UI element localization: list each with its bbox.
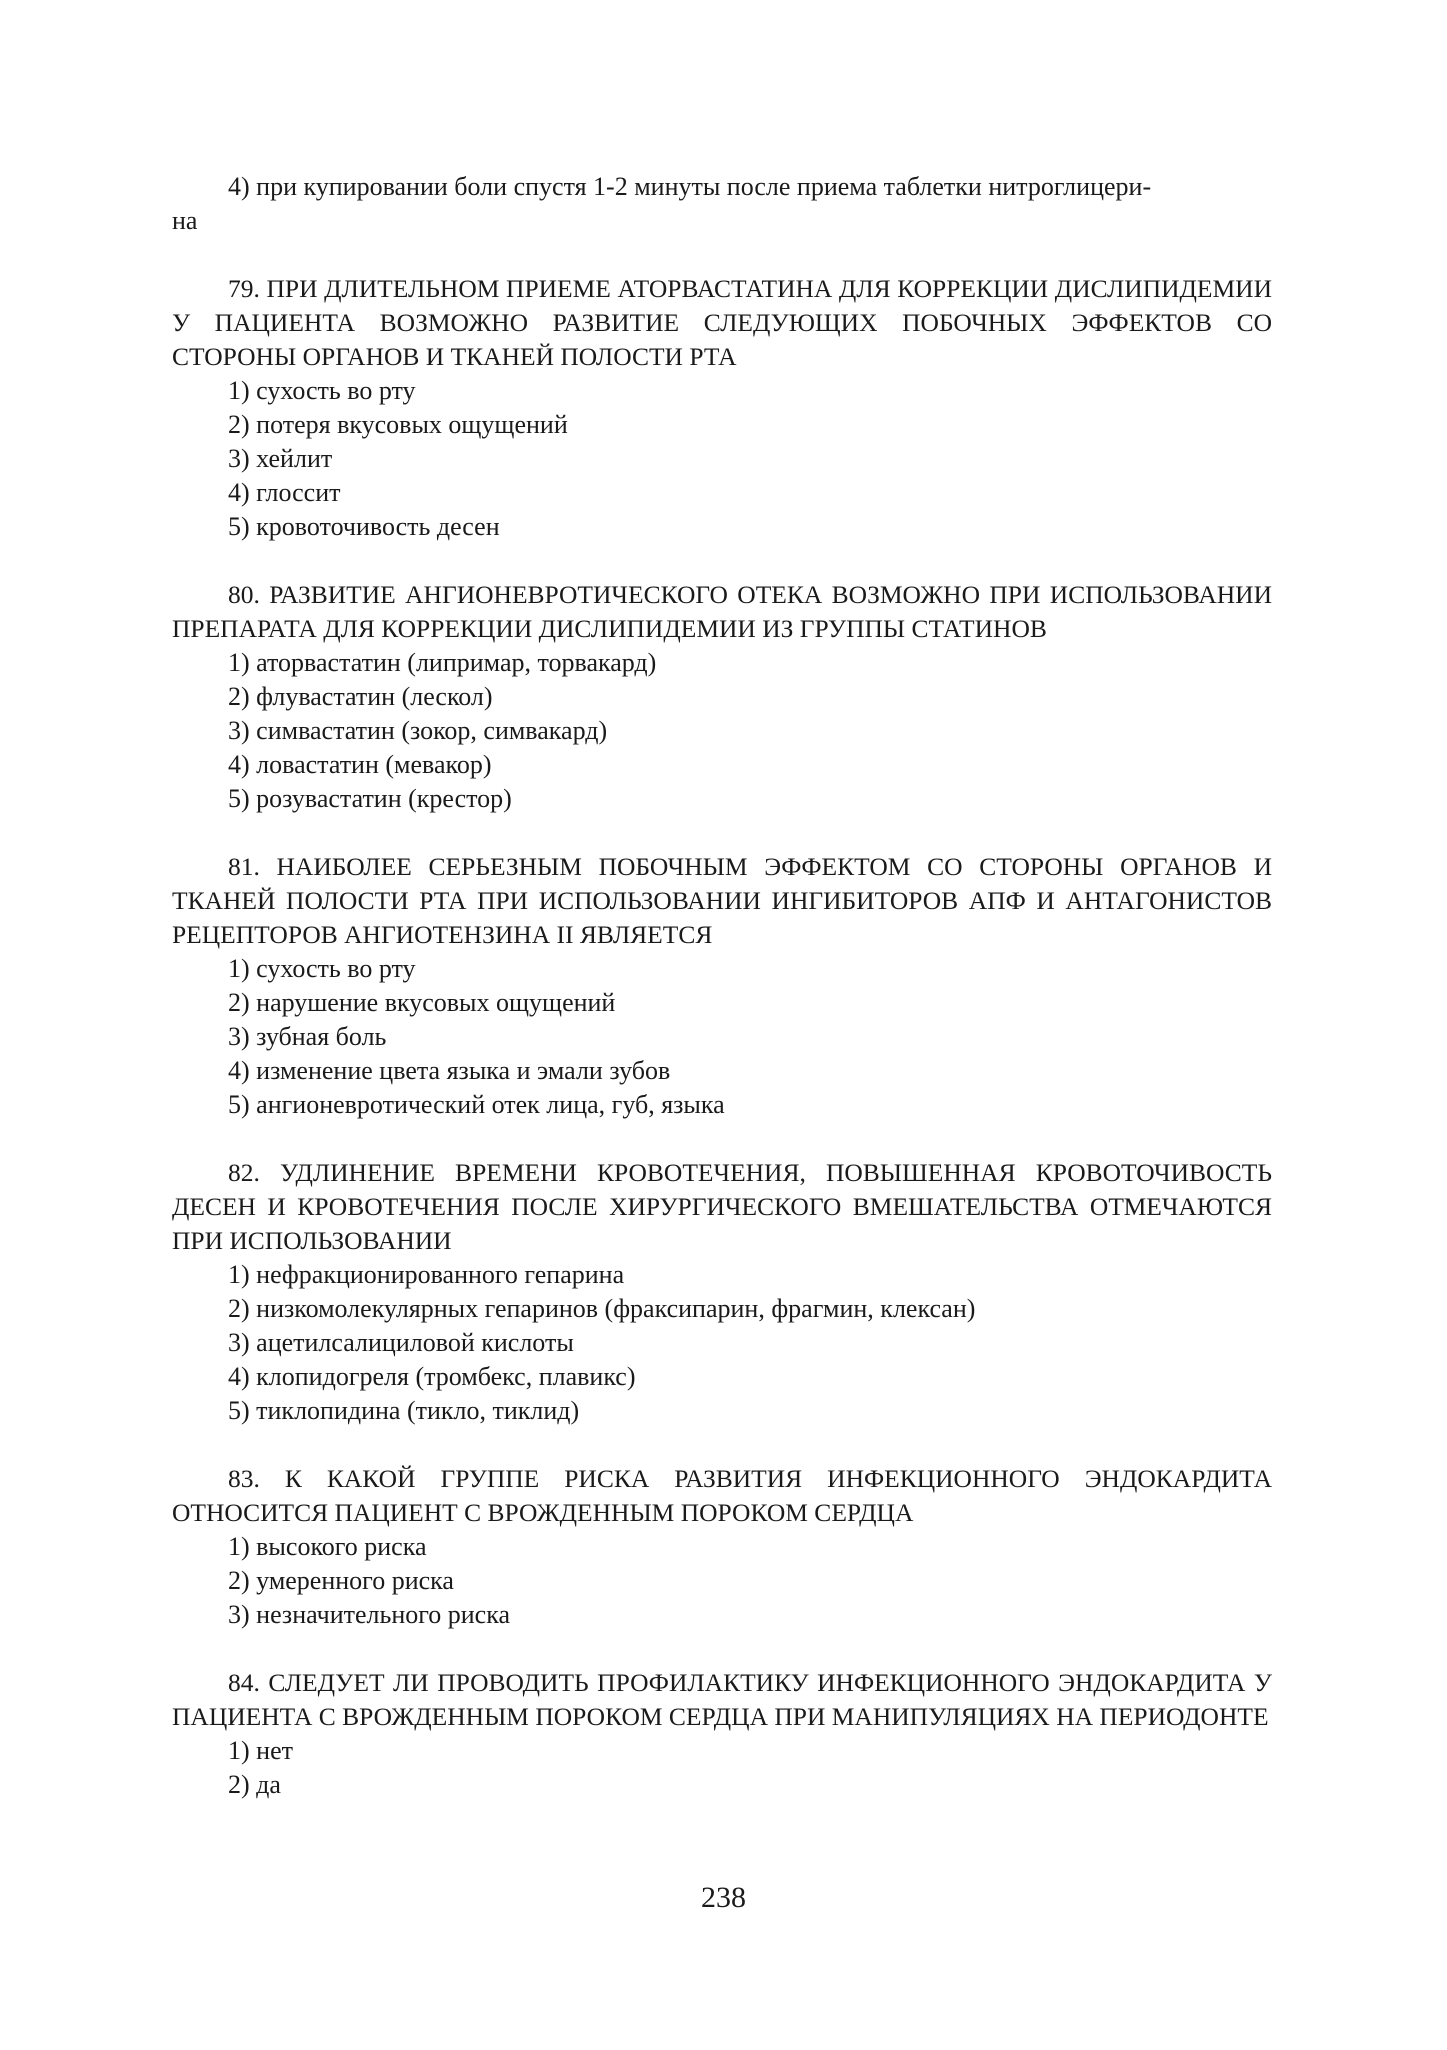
answer-option: 2) умеренного риска [228,1566,454,1595]
answer-option: 1) нет [228,1736,293,1765]
answer-option: 4) глоссит [228,478,341,507]
answer-option: 3) незначительного риска [228,1600,511,1629]
answer-option: 5) кровоточивость десен [228,512,500,541]
answer-option: 3) хейлит [228,444,333,473]
answer-option: 1) высокого риска [228,1532,427,1561]
continued-option-line-1: 4) при купировании боли спустя 1-2 минуты после приема таблетки нитроглицери- [228,172,1152,201]
answer-option: 1) сухость во рту [228,376,416,405]
question-text: 81. НАИБОЛЕЕ СЕРЬЕЗНЫМ ПОБОЧНЫМ ЭФФЕКТОМ СО СТОРОНЫ ОРГАНОВ И ТКАНЕЙ ПОЛОСТИ РТА ПРИ ИСПОЛЬЗОВАНИИ ИНГИБИТОРОВ АПФ И АНТАГОНИСТОВ РЕЦЕПТОРОВ АНГИОТЕНЗИНА II ЯВЛЯЕТСЯ [172,852,1272,949]
answer-option: 3) симвастатин (зокор, симвакард) [228,716,608,745]
answer-option: 1) нефракционированного гепарина [228,1260,625,1289]
answer-options [172,646,1272,816]
answer-option: 1) аторвастатин (липримар, торвакард) [228,648,657,677]
answer-option: 1) сухость во рту [228,954,416,983]
answer-option: 5) ангионевротический отек лица, губ, языка [228,1090,725,1119]
answer-option: 4) клопидогреля (тромбекс, плавикс) [228,1362,636,1391]
question-block [172,578,1272,816]
answer-option: 2) флувастатин (лескол) [228,682,493,711]
question-block [172,1156,1272,1428]
answer-option: 5) розувастатин (крестор) [228,784,512,813]
answer-option: 2) нарушение вкусовых ощущений [228,988,616,1017]
answer-options [172,374,1272,544]
question-block [172,850,1272,1122]
answer-options [172,952,1272,1122]
answer-option: 2) потеря вкусовых ощущений [228,410,568,439]
answer-option: 2) да [228,1770,281,1799]
question-text: 82. УДЛИНЕНИЕ ВРЕМЕНИ КРОВОТЕЧЕНИЯ, ПОВЫШЕННАЯ КРОВОТОЧИВОСТЬ ДЕСЕН И КРОВОТЕЧЕНИЯ ПОСЛЕ ХИРУРГИЧЕСКОГО ВМЕШАТЕЛЬСТВА ОТМЕЧАЮТСЯ ПРИ ИСПОЛЬЗОВАНИИ [172,1158,1272,1255]
answer-option: 4) изменение цвета языка и эмали зубов [228,1056,671,1085]
answer-options [172,1734,1272,1802]
continued-option-line-2: на [172,206,198,235]
question-text: 80. РАЗВИТИЕ АНГИОНЕВРОТИЧЕСКОГО ОТЕКА ВОЗМОЖНО ПРИ ИСПОЛЬЗОВАНИИ ПРЕПАРАТА ДЛЯ КОРРЕКЦИИ ДИСЛИПИДЕМИИ ИЗ ГРУППЫ СТАТИНОВ [172,580,1272,643]
question-list [172,272,1272,1802]
answer-option: 2) низкомолекулярных гепаринов (фраксипарин, фрагмин, клексан) [228,1294,976,1323]
question-text: 79. ПРИ ДЛИТЕЛЬНОМ ПРИЕМЕ АТОРВАСТАТИНА ДЛЯ КОРРЕКЦИИ ДИСЛИПИДЕМИИ У ПАЦИЕНТА ВОЗМОЖНО РАЗВИТИЕ СЛЕДУЮЩИХ ПОБОЧНЫХ ЭФФЕКТОВ СО СТОРОНЫ ОРГАНОВ И ТКАНЕЙ ПОЛОСТИ РТА [172,274,1272,371]
answer-option: 3) ацетилсалициловой кислоты [228,1328,574,1357]
question-block [172,272,1272,544]
page-number: 238 [701,1881,746,1914]
question-text: 83. К КАКОЙ ГРУППЕ РИСКА РАЗВИТИЯ ИНФЕКЦИОННОГО ЭНДОКАРДИТА ОТНОСИТСЯ ПАЦИЕНТ С ВРОЖДЕННЫМ ПОРОКОМ СЕРДЦА [172,1464,1272,1527]
answer-option: 4) ловастатин (мевакор) [228,750,492,779]
answer-options [172,1258,1272,1428]
continued-option [172,170,1272,238]
answer-option: 3) зубная боль [228,1022,387,1051]
question-text: 84. СЛЕДУЕТ ЛИ ПРОВОДИТЬ ПРОФИЛАКТИКУ ИНФЕКЦИОННОГО ЭНДОКАРДИТА У ПАЦИЕНТА С ВРОЖДЕННЫМ ПОРОКОМ СЕРДЦА ПРИ МАНИПУЛЯЦИЯХ НА ПЕРИОДОНТЕ [172,1668,1272,1731]
question-block [172,1462,1272,1632]
question-block [172,1666,1272,1802]
page-content [172,170,1272,1802]
answer-option: 5) тиклопидина (тикло, тиклид) [228,1396,580,1425]
answer-options [172,1530,1272,1632]
